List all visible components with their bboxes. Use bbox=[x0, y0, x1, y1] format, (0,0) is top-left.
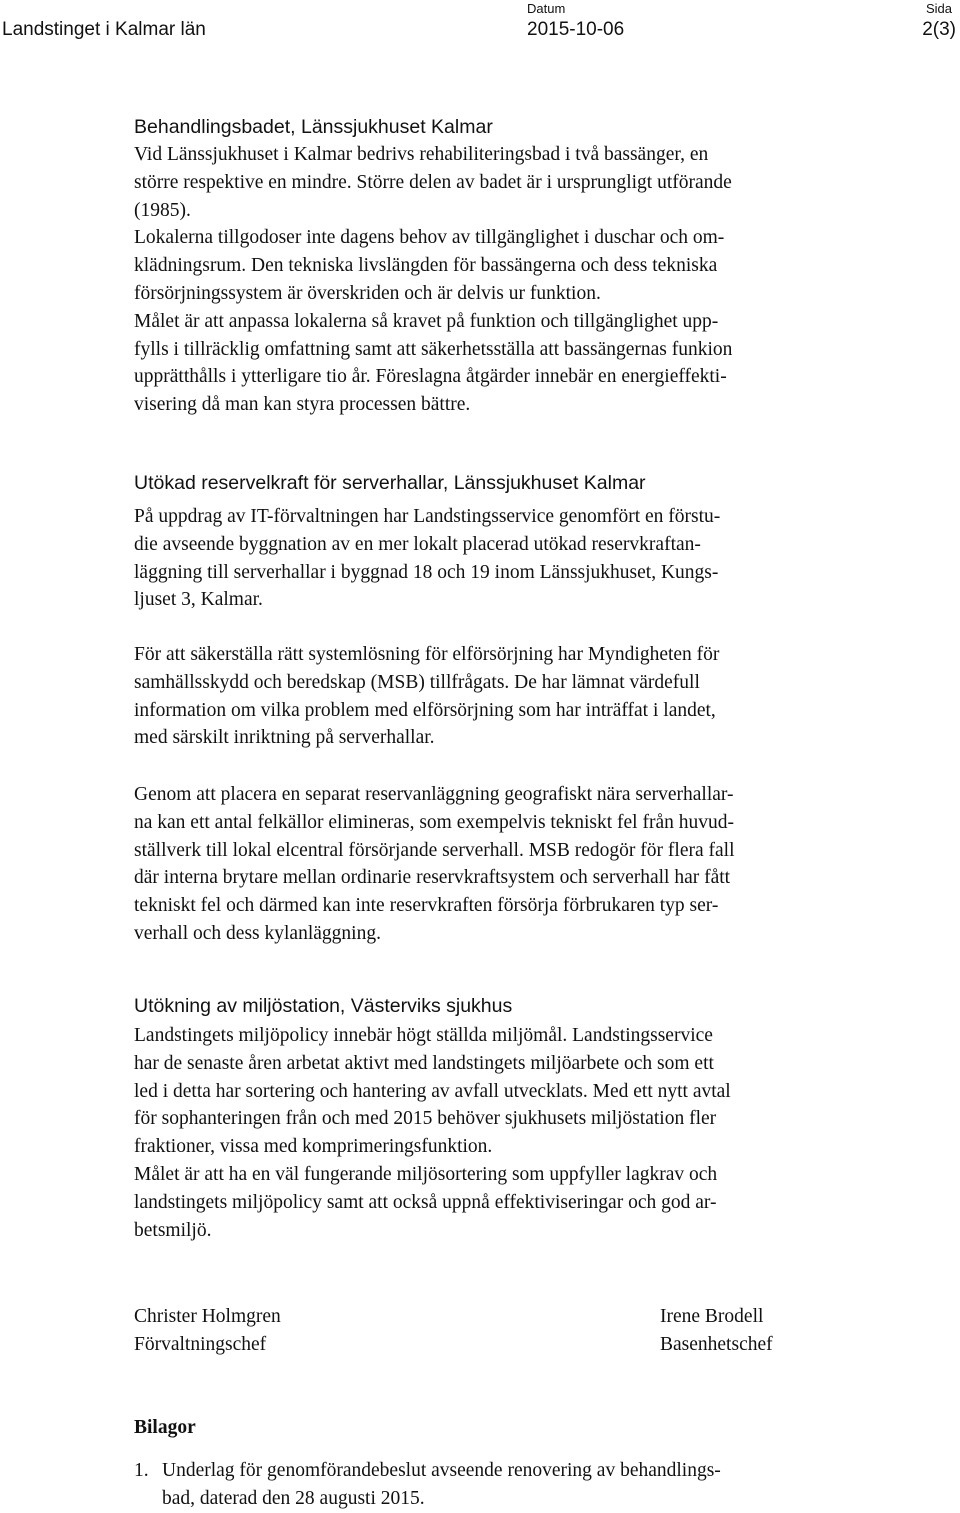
text-line: För att säkerställa rätt systemlösning för elförsörjning har Myndigheten för bbox=[134, 644, 720, 665]
signatory-name: Christer Holmgren bbox=[134, 1306, 281, 1327]
text-line: större respektive en mindre. Större delen av badet är i ursprungligt utförande bbox=[134, 171, 732, 193]
attachment-number: 1. bbox=[134, 1460, 149, 1481]
section-body bbox=[134, 141, 884, 419]
section-heading: Utökad reservelkraft för serverhallar, Länssjukhuset Kalmar bbox=[134, 472, 646, 494]
text-line: klädningsrum. Den tekniska livslängden för bassängerna och dess tekniska bbox=[134, 255, 718, 277]
paragraph-3 bbox=[134, 781, 884, 948]
text-line: läggning till serverhallar i byggnad 18 och 19 inom Länssjukhuset, Kungs- bbox=[134, 561, 719, 583]
page-number: 2(3) bbox=[922, 19, 956, 40]
text-line: Landstingets miljöpolicy innebär högt ställda miljömål. Landstingsservice bbox=[134, 1025, 713, 1046]
attachment-item bbox=[134, 1457, 884, 1513]
text-line: På uppdrag av IT-förvaltningen har Landstingsservice genomfört en förstu- bbox=[134, 506, 721, 527]
text-line: (1985). bbox=[134, 199, 191, 221]
signature-block-left bbox=[134, 1303, 281, 1359]
text-line: led i detta har sortering och hantering av avfall utvecklats. Med ett nytt avtal bbox=[134, 1080, 731, 1102]
text-line: landstingets miljöpolicy samt att också uppnå effektiviseringar och god ar- bbox=[134, 1191, 717, 1213]
text-line: där interna brytare mellan ordinarie reservkraftsystem och serverhall har fått bbox=[134, 867, 731, 889]
text-line: ställverk till lokal elcentral försörjande serverhall. MSB redogör för flera fall bbox=[134, 839, 735, 861]
text-line: ljuset 3, Kalmar. bbox=[134, 589, 263, 611]
section-reservelkraft bbox=[134, 469, 884, 497]
signatory-title: Basenhetschef bbox=[660, 1334, 773, 1355]
text-line: Genom att placera en separat reservanläggning geografiskt nära serverhallar- bbox=[134, 784, 734, 805]
text-line: verhall och dess kylanläggning. bbox=[134, 922, 381, 944]
text-line: för sophanteringen från och med 2015 behöver sjukhusets miljöstation fler bbox=[134, 1108, 717, 1130]
text-line: information om vilka problem med elförsörjning som har inträffat i landet, bbox=[134, 699, 716, 721]
attachments-title: Bilagor bbox=[134, 1417, 196, 1438]
attachments-section bbox=[134, 1414, 884, 1513]
text-line: med särskilt inriktning på serverhallar. bbox=[134, 727, 435, 749]
section-heading: Behandlingsbadet, Länssjukhuset Kalmar bbox=[134, 116, 493, 138]
organization-name: Landstinget i Kalmar län bbox=[2, 19, 206, 40]
paragraph-2 bbox=[134, 641, 884, 752]
text-line: tekniskt fel och därmed kan inte reservkraften försörja förbrukaren typ ser- bbox=[134, 895, 719, 917]
text-line: fylls i tillräcklig omfattning samt att säkerhetsställa att bassängernas funkion bbox=[134, 338, 733, 360]
section-behandlingsbadet bbox=[134, 113, 884, 419]
text-line: die avseende byggnation av en mer lokalt placerad utökad reservkraftan- bbox=[134, 533, 701, 555]
text-line: na kan ett antal felkällor elimineras, som exempelvis tekniskt fel från huvud- bbox=[134, 811, 734, 833]
text-line: upprätthålls i ytterligare tio år. Föreslagna åtgärder innebär en energieffekti- bbox=[134, 366, 727, 388]
signature-block-right bbox=[660, 1303, 773, 1359]
section-miljostation bbox=[134, 992, 884, 1244]
page-header bbox=[0, 0, 960, 60]
section-body bbox=[134, 1022, 884, 1244]
text-line: bad, daterad den 28 augusti 2015. bbox=[162, 1488, 425, 1509]
document-date: 2015-10-06 bbox=[527, 19, 625, 40]
text-line: försörjningssystem är överskriden och är delvis ur funktion. bbox=[134, 282, 601, 304]
text-line: Målet är att ha en väl fungerande miljösortering som uppfyller lagkrav och bbox=[134, 1163, 718, 1185]
text-line: Vid Länssjukhuset i Kalmar bedrivs rehabiliteringsbad i två bassänger, en bbox=[134, 144, 709, 165]
text-line: betsmiljö. bbox=[134, 1219, 212, 1241]
signatory-title: Förvaltningschef bbox=[134, 1334, 267, 1355]
text-line: fraktioner, vissa med komprimeringsfunktion. bbox=[134, 1136, 493, 1158]
section-heading: Utökning av miljöstation, Västerviks sjukhus bbox=[134, 995, 513, 1017]
text-line: visering då man kan styra processen bättre. bbox=[134, 394, 471, 416]
text-line: Lokalerna tillgodoser inte dagens behov av tillgänglighet i duschar och om- bbox=[134, 227, 725, 249]
text-line: Underlag för genomförandebeslut avseende renovering av behandlings- bbox=[162, 1460, 721, 1481]
text-line: Målet är att anpassa lokalerna så kravet på funktion och tillgänglighet upp- bbox=[134, 310, 719, 332]
text-line: samhällsskydd och beredskap (MSB) tillfrågats. De har lämnat värdefull bbox=[134, 671, 700, 693]
date-label: Datum bbox=[527, 1, 566, 16]
signatory-name: Irene Brodell bbox=[660, 1306, 764, 1327]
paragraph-1 bbox=[134, 503, 884, 614]
page-label: Sida bbox=[925, 1, 952, 16]
text-line: har de senaste åren arbetat aktivt med landstingets miljöarbete och som ett bbox=[134, 1052, 714, 1074]
